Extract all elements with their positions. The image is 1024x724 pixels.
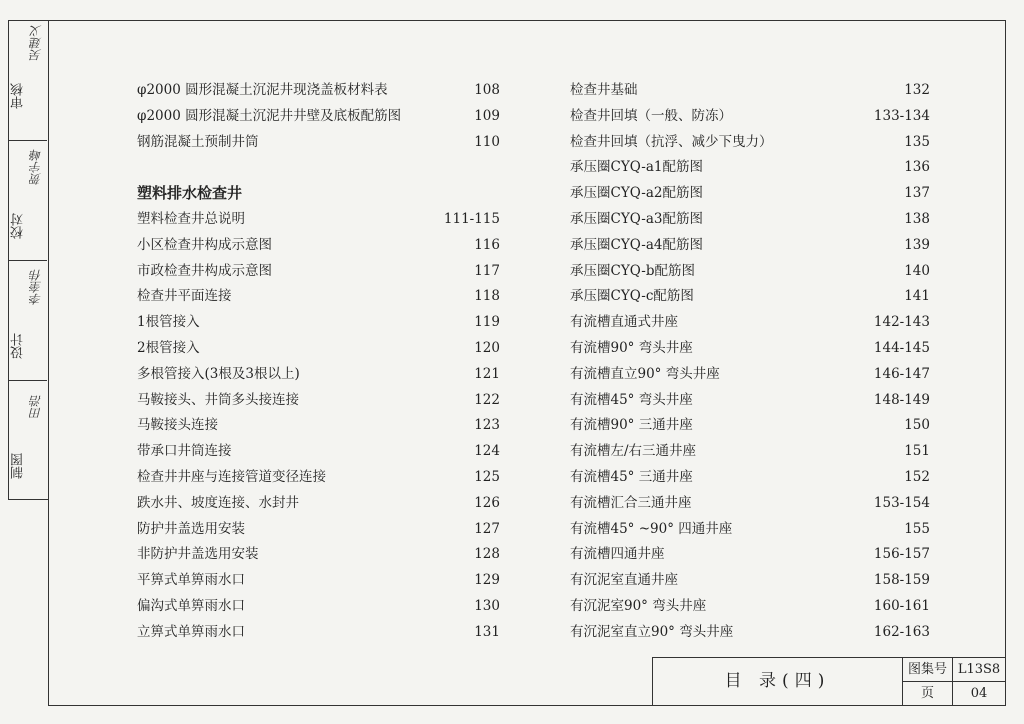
toc-entry	[137, 465, 500, 491]
signature-cell-drafting	[9, 381, 47, 499]
entry-page: 111-115	[443, 210, 500, 227]
entry-page: 128	[474, 546, 500, 563]
toc-entry	[137, 517, 500, 543]
atlas-number-value: L13S8	[953, 658, 1005, 682]
entry-page: 139	[904, 236, 930, 253]
toc-entry	[137, 207, 500, 233]
entry-page: 130	[474, 597, 500, 614]
entry-title: 检查井井座与连接管道变径连接	[137, 468, 326, 485]
entry-title: 有流槽左/右三通井座	[570, 443, 697, 460]
toc-entry	[570, 284, 930, 310]
entry-title: 有流槽90° 弯头井座	[570, 339, 693, 356]
entry-page: 118	[474, 288, 500, 305]
entry-title: 有流槽90° 三通井座	[570, 417, 693, 434]
entry-page: 158-159	[873, 572, 930, 589]
toc-entry	[137, 233, 500, 259]
toc-entry	[570, 517, 930, 543]
signature-strip	[8, 20, 48, 500]
toc-entry	[137, 388, 500, 414]
role-label: 制图	[11, 453, 26, 479]
entry-title: 承压圈CYQ-a2配筋图	[570, 185, 704, 202]
entry-page: 152	[904, 468, 930, 485]
entry-title: 偏沟式单箅雨水口	[137, 597, 245, 614]
entry-page: 160-161	[873, 597, 930, 614]
toc-entry	[137, 310, 500, 336]
entry-page: 117	[474, 262, 500, 279]
entry-title: 非防护井盖选用安装	[137, 546, 259, 563]
toc-entry	[137, 104, 500, 130]
entry-title: 防护井盖选用安装	[137, 520, 245, 537]
entry-title: 检查井基础	[570, 82, 638, 98]
signature-cell-review	[9, 21, 47, 141]
entry-page: 127	[474, 520, 500, 537]
entry-page: 141	[904, 288, 930, 305]
entry-title: 有流槽45° 三通井座	[570, 468, 693, 485]
entry-title: 有沉泥室90° 弯头井座	[570, 597, 707, 614]
entry-title: 跌水井、坡度连接、水封井	[137, 494, 299, 511]
toc-entry	[137, 362, 500, 388]
signature: 吴建义	[29, 25, 43, 61]
entry-title: 立箅式单箅雨水口	[137, 623, 245, 640]
entry-page: 150	[904, 417, 930, 434]
entry-title: 有流槽直立90° 弯头井座	[570, 365, 720, 382]
entry-page: 120	[474, 339, 500, 356]
entry-title: 检查井平面连接	[137, 288, 232, 305]
entry-title: 有沉泥室直通井座	[570, 572, 678, 589]
toc-entry	[137, 413, 500, 439]
entry-title: 有流槽45° ~90° 四通井座	[570, 520, 733, 537]
toc-entry	[570, 542, 930, 568]
entry-page: 110	[474, 133, 500, 150]
entry-title: φ2000 圆形混凝土沉泥井井壁及底板配筋图	[137, 107, 402, 124]
toc-entry	[570, 207, 930, 233]
entry-page: 146-147	[873, 365, 930, 382]
entry-title: 多根管接入(3根及3根以上)	[137, 365, 300, 382]
toc-left-column	[137, 78, 500, 646]
toc-entry	[570, 233, 930, 259]
entry-title: 承压圈CYQ-c配筋图	[570, 288, 694, 305]
entry-title: 2根管接入	[137, 339, 200, 356]
entry-title: 马鞍接头连接	[137, 417, 218, 434]
entry-page: 135	[904, 133, 930, 150]
entry-page: 133-134	[873, 107, 930, 124]
entry-page: 129	[474, 572, 500, 589]
entry-page: 137	[904, 185, 930, 202]
entry-title: 承压圈CYQ-a1配筋图	[570, 159, 704, 176]
entry-title: 小区检查井构成示意图	[137, 236, 272, 253]
signature: 贺宇峰	[29, 149, 43, 185]
toc-entry	[570, 594, 930, 620]
entry-page: 108	[474, 82, 500, 98]
entry-title: 有流槽直通式井座	[570, 314, 678, 331]
entry-title: 马鞍接头、井筒多头接连接	[137, 391, 299, 408]
entry-title: 有流槽汇合三通井座	[570, 494, 692, 511]
role-label: 审核	[11, 83, 26, 109]
section-title: 塑料排水检查井	[137, 184, 243, 203]
toc-entry	[570, 388, 930, 414]
entry-page: 153-154	[873, 494, 930, 511]
toc-entry	[137, 439, 500, 465]
toc-entry	[137, 620, 500, 646]
entry-page: 122	[474, 391, 500, 408]
toc-entry	[137, 78, 500, 104]
toc-entry	[137, 336, 500, 362]
entry-page: 140	[904, 262, 930, 279]
role-label: 校对	[11, 213, 26, 239]
signature-cell-proofread	[9, 141, 47, 261]
toc-entry	[137, 542, 500, 568]
toc-entry	[570, 181, 930, 207]
role-label: 设计	[11, 333, 26, 359]
entry-page: 126	[474, 494, 500, 511]
toc-spacer	[137, 155, 500, 181]
entry-title: 1根管接入	[137, 314, 200, 331]
toc-entry	[570, 259, 930, 285]
entry-page: 155	[904, 520, 930, 537]
entry-title: 承压圈CYQ-a4配筋图	[570, 236, 704, 253]
entry-page: 124	[474, 443, 500, 460]
entry-title: 有流槽45° 弯头井座	[570, 391, 693, 408]
entry-page: 144-145	[873, 339, 930, 356]
entry-page: 132	[904, 82, 930, 98]
toc-entry	[137, 259, 500, 285]
entry-title: 市政检查井构成示意图	[137, 262, 272, 279]
entry-title: 塑料检查井总说明	[137, 210, 245, 227]
entry-page: 162-163	[873, 623, 930, 640]
toc-entry	[570, 620, 930, 646]
entry-title: 承压圈CYQ-a3配筋图	[570, 210, 704, 227]
entry-page: 156-157	[873, 546, 930, 563]
entry-page: 142-143	[873, 314, 930, 331]
toc-entry	[570, 155, 930, 181]
page-title: 目 录(四)	[653, 658, 903, 705]
signature: 田浩	[29, 395, 43, 419]
toc-entry	[570, 362, 930, 388]
signature: 李奎伟	[29, 269, 43, 305]
entry-page: 125	[474, 468, 500, 485]
entry-title: 检查井回填（一般、防冻）	[570, 107, 732, 124]
entry-page: 138	[904, 210, 930, 227]
page-number: 04	[970, 685, 988, 701]
toc-entry	[570, 336, 930, 362]
entry-page: 119	[474, 314, 500, 331]
entry-page: 136	[904, 159, 930, 176]
section-heading	[137, 181, 500, 207]
toc-entry	[137, 284, 500, 310]
toc-entry	[570, 413, 930, 439]
entry-title: 承压圈CYQ-b配筋图	[570, 262, 696, 279]
toc-entry	[570, 104, 930, 130]
entry-title: 带承口井筒连接	[137, 443, 232, 460]
entry-page: 116	[474, 236, 500, 253]
signature-cell-design	[9, 261, 47, 381]
entry-title: 检查井回填（抗浮、减少下曳力）	[570, 133, 773, 150]
entry-page: 109	[474, 107, 500, 124]
entry-title: 有沉泥室直立90° 弯头井座	[570, 623, 734, 640]
toc-entry	[570, 439, 930, 465]
title-block	[652, 657, 1006, 706]
toc-right-column	[570, 78, 930, 646]
entry-page: 131	[474, 623, 500, 640]
toc-entry	[137, 594, 500, 620]
atlas-number-label: 图集号	[903, 658, 953, 682]
toc-entry	[570, 78, 930, 104]
toc-entry	[137, 568, 500, 594]
entry-page: 121	[474, 365, 500, 382]
toc-entry	[570, 130, 930, 156]
toc-entry	[570, 491, 930, 517]
entry-title: φ2000 圆形混凝土沉泥井现浇盖板材料表	[137, 82, 388, 98]
entry-title: 有流槽四通井座	[570, 546, 665, 563]
toc-entry	[570, 568, 930, 594]
entry-page: 151	[904, 443, 930, 460]
entry-page: 148-149	[873, 391, 930, 408]
entry-page: 123	[474, 417, 500, 434]
toc-entry	[570, 310, 930, 336]
toc-entry	[137, 491, 500, 517]
page-label: 页	[903, 682, 953, 706]
toc-entry	[137, 130, 500, 156]
toc-entry	[570, 465, 930, 491]
entry-title: 平箅式单箅雨水口	[137, 572, 245, 589]
entry-title: 钢筋混凝土预制井筒	[137, 133, 259, 150]
